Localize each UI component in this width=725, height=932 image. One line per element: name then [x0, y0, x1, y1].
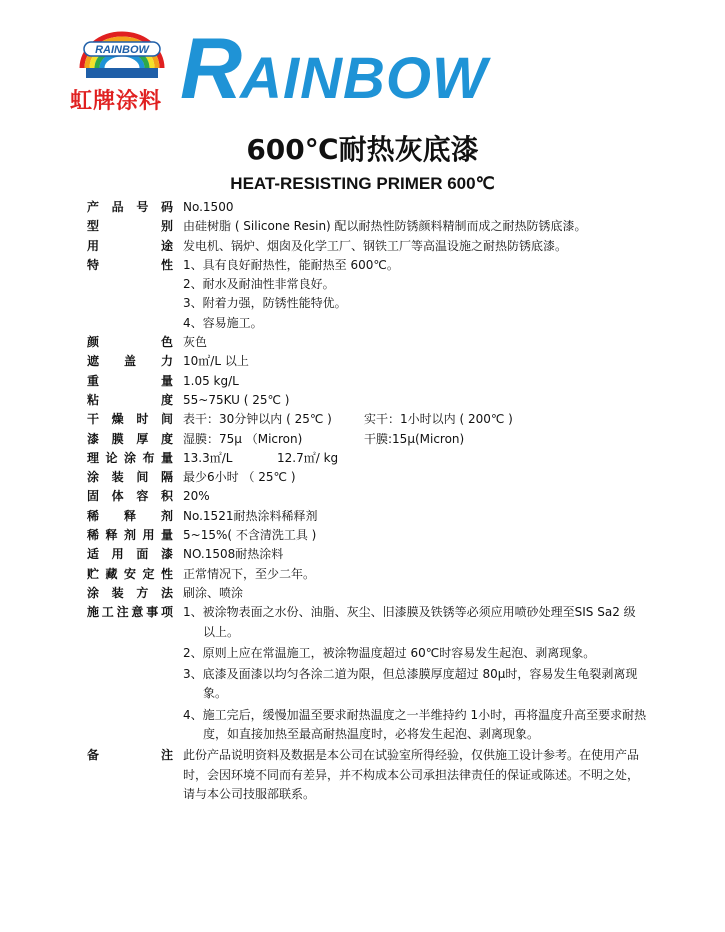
spec-row-method	[87, 584, 647, 603]
title-chinese: 600℃耐热灰底漆	[246, 133, 479, 166]
spec-value: No.1521耐热涂料稀释剂	[183, 508, 318, 523]
brand-wordmark	[180, 21, 488, 117]
spec-row-precautions	[87, 603, 647, 744]
spec-row-coverage	[87, 449, 647, 468]
spec-value	[183, 430, 647, 449]
spec-label: 固体容积	[87, 489, 173, 504]
spec-label: 重量	[87, 373, 173, 388]
precaution-item: 2、原则上应在常温施工，被涂物温度超过 60℃时容易发生起泡、剥离现象。	[183, 645, 596, 660]
spec-value: 正常情况下，至少二年。	[183, 566, 316, 581]
precaution-item: 1、被涂物表面之水份、油脂、灰尘、旧漆膜及铁锈等必须应用喷砂处理至SIS Sa2 级以上。	[183, 605, 636, 639]
spec-label: 粘度	[87, 392, 173, 407]
spec-label: 遮盖力	[87, 354, 173, 369]
spec-row-film	[87, 430, 647, 449]
logo-chinese-name: 虹牌涂料	[70, 89, 163, 114]
precaution-item: 3、底漆及面漆以均匀各涂二道为限，但总漆膜厚度超过 80μ时，容易发生龟裂剥离现象。	[183, 667, 638, 701]
spec-value	[183, 410, 647, 429]
spec-value	[183, 449, 647, 468]
spec-value: 20%	[183, 489, 210, 504]
wet-film-value: 湿膜：75μ （Micron)	[183, 431, 303, 446]
spec-label: 型别	[87, 219, 173, 234]
spec-row-solids	[87, 487, 647, 506]
spec-row-type	[87, 217, 647, 236]
coverage-per-liter: 13.3㎡/L	[183, 450, 233, 465]
spec-value: 由硅树脂 ( Silicone Resin) 配以耐热性防锈颜料精制而成之耐热防锈底漆。	[183, 219, 587, 234]
spec-row-remark	[87, 746, 647, 804]
spec-value: 55~75KU ( 25℃ )	[183, 392, 290, 407]
spec-row-viscosity	[87, 391, 647, 410]
spec-row-use	[87, 237, 647, 256]
spec-label: 稀释剂用量	[87, 528, 173, 543]
spec-row-features	[87, 256, 647, 333]
spec-label: 干燥时间	[87, 412, 173, 427]
spec-row-topcoat	[87, 545, 647, 564]
spec-label: 贮藏安定性	[87, 566, 173, 581]
spec-label: 备注	[87, 748, 173, 763]
brand-initial: R	[180, 21, 241, 117]
spec-row-thinner-amount	[87, 526, 647, 545]
spec-row-dry-time	[87, 410, 647, 429]
spec-label: 适用面漆	[87, 547, 173, 562]
brand-rest: AINBOW	[240, 46, 488, 111]
spec-label: 涂装方法	[87, 585, 173, 600]
spec-row-thinner	[87, 507, 647, 526]
surface-dry-value: 表干：30分钟以内 ( 25℃ )	[183, 412, 332, 427]
spec-value: 10㎡/L 以上	[183, 354, 249, 369]
spec-label: 特性	[87, 257, 173, 272]
spec-row-color	[87, 333, 647, 352]
spec-label: 涂装间隔	[87, 470, 173, 485]
spec-value: No.1500	[183, 200, 234, 214]
spec-value: 最少6小时 （ 25℃ )	[183, 470, 296, 485]
spec-value: 刷涂、喷涂	[183, 585, 244, 600]
feature-item: 3、附着力强，防锈性能特优。	[183, 296, 347, 311]
spec-value: 5~15%( 不含清洗工具 )	[183, 528, 317, 543]
spec-label: 施工注意事项	[87, 605, 173, 620]
spec-label: 产品号码	[87, 200, 173, 214]
feature-item: 2、耐水及耐油性非常良好。	[183, 277, 335, 292]
spec-row-weight	[87, 372, 647, 391]
spec-value: 此份产品说明资料及数据是本公司在试验室所得经验，仅供施工设计参考。在使用产品时，会因环境不同而有差异，并不构成本公司承担法律责任的保证或陈述。不明之处，请与本公司技服部联系。	[183, 748, 640, 801]
spec-label: 漆膜厚度	[87, 431, 173, 446]
svg-text:RAINBOW: RAINBOW	[95, 44, 149, 56]
spec-label: 用途	[87, 238, 173, 253]
coverage-per-kg: 12.7㎡/ kg	[277, 450, 339, 465]
title-english: HEAT-RESISTING PRIMER 600℃	[230, 174, 495, 193]
spec-row-storage	[87, 565, 647, 584]
spec-label: 理论涂布量	[87, 450, 173, 465]
spec-row-hiding	[87, 352, 647, 371]
spec-value: 1.05 kg/L	[183, 373, 239, 388]
spec-table	[87, 198, 647, 804]
spec-row-interval	[87, 468, 647, 487]
feature-item: 4、容易施工。	[183, 315, 263, 330]
header	[70, 21, 510, 117]
spec-value: 灰色	[183, 335, 208, 350]
spec-value: NO.1508耐热涂料	[183, 547, 284, 562]
hard-dry-value: 实干：1小时以内 ( 200℃ )	[364, 412, 513, 427]
spec-label: 稀释剂	[87, 508, 173, 523]
dry-film-value: 干膜:15μ(Micron)	[364, 431, 465, 446]
spec-value: 发电机、锅炉、烟囱及化学工厂、钢铁工厂等高温设施之耐热防锈底漆。	[183, 238, 568, 253]
spec-row-code	[87, 198, 647, 217]
rainbow-logo-icon	[76, 28, 168, 84]
feature-item: 1、具有良好耐热性，能耐热至 600℃。	[183, 257, 399, 272]
spec-label: 颜色	[87, 335, 173, 350]
precaution-item: 4、施工完后，缓慢加温至要求耐热温度之一半维持约 1小时，再将温度升高至要求耐热度，如直接加热至最高耐热温度时，必将发生起泡、剥离现象。	[183, 707, 647, 742]
